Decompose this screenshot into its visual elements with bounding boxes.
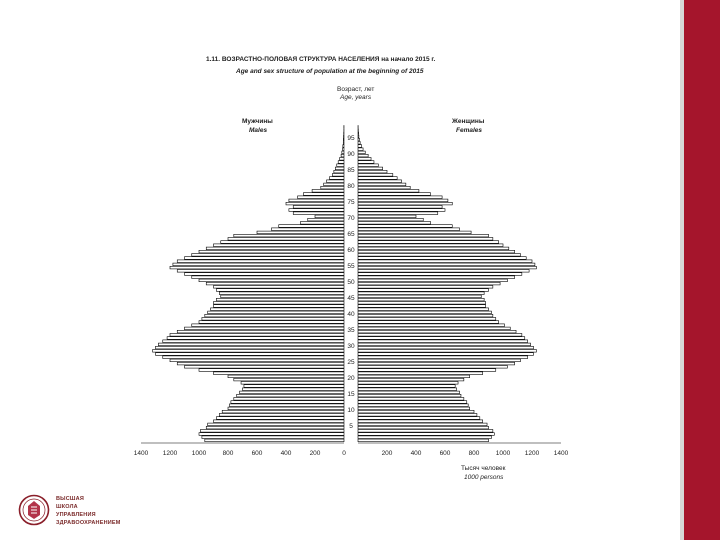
female-bar-age-94 [358, 138, 359, 141]
female-bar-age-95 [358, 135, 359, 138]
male-bar-age-43 [214, 302, 345, 305]
age-tick-label: 85 [347, 167, 355, 175]
age-tick-label: 30 [347, 343, 355, 351]
female-bar-age-79 [358, 186, 410, 189]
female-bar-age-34 [358, 330, 516, 333]
x-tick-label: 600 [439, 450, 451, 457]
male-bar-age-10 [228, 407, 344, 410]
male-bar-age-33 [170, 334, 344, 337]
male-bar-age-56 [177, 260, 344, 263]
male-bar-age-52 [185, 273, 345, 276]
male-bar-age-0 [205, 439, 344, 442]
logo-text-line-1: ВЫСШАЯ [56, 496, 84, 502]
male-bar-age-81 [327, 180, 344, 183]
female-bar-age-76 [358, 196, 442, 199]
female-bar-age-59 [358, 250, 515, 253]
female-bar-age-64 [358, 234, 489, 237]
female-bar-age-39 [358, 314, 493, 317]
male-bar-age-5 [208, 423, 344, 426]
male-bar-age-8 [219, 414, 344, 417]
male-bar-age-84 [334, 170, 344, 173]
female-bar-age-65 [358, 231, 471, 234]
female-bar-age-80 [358, 183, 406, 186]
female-bar-age-73 [358, 206, 442, 209]
male-bar-age-4 [206, 426, 344, 429]
x-tick-label: 600 [251, 450, 263, 457]
male-bar-age-15 [240, 391, 344, 394]
x-axis [134, 443, 569, 457]
female-bar-age-8 [358, 414, 477, 417]
female-bar-age-90 [358, 151, 365, 154]
female-bar-age-38 [358, 318, 496, 321]
male-bar-age-90 [342, 151, 344, 154]
age-tick-label: 15 [347, 391, 355, 399]
age-tick-label: 35 [347, 327, 355, 335]
female-bar-age-48 [358, 286, 493, 289]
female-bar-age-26 [358, 356, 528, 359]
female-bar-age-82 [358, 177, 397, 180]
female-bar-age-22 [358, 369, 496, 372]
male-bar-age-94 [343, 138, 344, 141]
age-tick-label: 90 [347, 151, 355, 159]
male-bar-age-28 [153, 350, 344, 353]
male-bar-age-93 [343, 142, 344, 145]
female-bar-age-74 [358, 202, 452, 205]
age-tick-label: 50 [347, 279, 355, 287]
female-bar-age-72 [358, 209, 445, 212]
female-bar-age-17 [358, 385, 455, 388]
female-bar-age-44 [358, 298, 484, 301]
age-tick-label: 45 [347, 295, 355, 303]
female-bar-age-87 [358, 161, 374, 164]
age-tick-label: 25 [347, 359, 355, 367]
female-bar-age-5 [358, 423, 487, 426]
male-bar-age-14 [237, 394, 344, 397]
female-bar-age-71 [358, 212, 438, 215]
male-bar-age-92 [343, 145, 344, 148]
age-tick-label: 20 [347, 375, 355, 383]
x-tick-label: 800 [468, 450, 480, 457]
female-bar-age-69 [358, 218, 423, 221]
female-bar-age-37 [358, 321, 499, 324]
male-bar-age-11 [229, 404, 344, 407]
female-bar-age-10 [358, 407, 470, 410]
male-bars [153, 126, 344, 442]
female-bar-age-36 [358, 324, 504, 327]
male-bar-age-1 [202, 436, 344, 439]
female-bar-age-1 [358, 436, 491, 439]
x-tick-label: 400 [280, 450, 292, 457]
male-bar-age-26 [163, 356, 344, 359]
age-tick-label: 65 [347, 231, 355, 239]
male-bar-age-46 [219, 292, 344, 295]
male-bar-age-74 [286, 202, 344, 205]
male-bar-age-38 [202, 318, 344, 321]
female-bar-age-3 [358, 430, 493, 433]
male-bar-age-76 [298, 196, 344, 199]
male-bar-age-83 [332, 174, 344, 177]
male-bar-age-70 [315, 215, 344, 218]
female-bar-age-0 [358, 439, 489, 442]
female-bar-age-91 [358, 148, 363, 151]
x-tick-label: 1200 [162, 450, 178, 457]
female-bar-age-57 [358, 257, 526, 260]
female-bar-age-81 [358, 180, 402, 183]
male-bar-age-41 [211, 308, 344, 311]
male-bar-age-17 [244, 385, 344, 388]
age-label-en: Age, years [340, 94, 372, 101]
female-bar-age-89 [358, 154, 368, 157]
male-bar-age-69 [308, 218, 344, 221]
female-bar-age-33 [358, 334, 522, 337]
female-bar-age-14 [358, 394, 461, 397]
female-bar-age-60 [358, 247, 509, 250]
female-bar-age-56 [358, 260, 532, 263]
female-bar-age-77 [358, 193, 431, 196]
female-bar-age-52 [358, 273, 522, 276]
female-bar-age-4 [358, 426, 489, 429]
female-bar-age-32 [358, 337, 525, 340]
age-label-ru: Возраст, лет [337, 86, 375, 93]
female-bar-age-42 [358, 305, 486, 308]
female-bar-age-54 [358, 266, 536, 269]
female-bar-age-20 [358, 375, 470, 378]
females-label-ru: Женщины [452, 118, 485, 125]
male-bar-age-65 [257, 231, 344, 234]
male-bar-age-24 [177, 362, 344, 365]
male-bar-age-79 [321, 186, 344, 189]
female-bar-age-70 [358, 215, 416, 218]
female-bar-age-13 [358, 398, 464, 401]
male-bar-age-13 [234, 398, 344, 401]
male-bar-age-77 [303, 193, 344, 196]
female-bar-age-27 [358, 353, 533, 356]
female-bar-age-53 [358, 270, 529, 273]
male-bar-age-82 [330, 177, 345, 180]
female-bar-age-96 [358, 132, 359, 135]
male-bar-age-86 [337, 164, 344, 167]
logo-text-line-4: ЗДРАВООХРАНЕНИЕМ [56, 520, 121, 526]
female-bar-age-6 [358, 420, 483, 423]
male-bar-age-42 [214, 305, 345, 308]
female-bar-age-45 [358, 295, 481, 298]
male-bar-age-32 [167, 337, 344, 340]
age-tick-label: 10 [347, 407, 355, 415]
female-bar-age-12 [358, 401, 467, 404]
age-tick-label: 80 [347, 183, 355, 191]
male-bar-age-88 [340, 158, 344, 161]
female-bar-age-93 [358, 142, 360, 145]
x-tick-label: 0 [342, 450, 346, 457]
male-bar-age-80 [324, 183, 344, 186]
age-tick-label: 75 [347, 199, 355, 207]
males-label-ru: Мужчины [242, 118, 273, 125]
female-bar-age-50 [358, 279, 507, 282]
male-bar-age-22 [199, 369, 344, 372]
male-bar-age-7 [216, 417, 344, 420]
female-bar-age-75 [358, 199, 448, 202]
female-bar-age-61 [358, 244, 503, 247]
x-tick-label: 1400 [553, 450, 569, 457]
female-bar-age-62 [358, 241, 499, 244]
x-tick-label: 1400 [133, 450, 149, 457]
male-bar-age-50 [199, 279, 344, 282]
male-bar-age-47 [216, 289, 344, 292]
male-bar-age-6 [214, 420, 345, 423]
male-bar-age-49 [206, 282, 344, 285]
male-bar-age-55 [173, 263, 344, 266]
logo-text-line-2: ШКОЛА [56, 504, 78, 510]
male-bar-age-30 [158, 343, 344, 346]
x-tick-label: 1000 [495, 450, 511, 457]
male-bar-age-59 [199, 250, 344, 253]
age-axis [347, 135, 355, 430]
male-bar-age-85 [335, 167, 344, 170]
female-bar-age-67 [358, 225, 452, 228]
male-bar-age-61 [214, 244, 345, 247]
male-bar-age-36 [192, 324, 344, 327]
male-bar-age-54 [170, 266, 344, 269]
male-bar-age-9 [222, 410, 344, 413]
male-bar-age-23 [185, 366, 345, 369]
males-label-en: Males [249, 127, 268, 134]
male-bar-age-12 [231, 401, 344, 404]
female-bar-age-43 [358, 302, 486, 305]
age-tick-label: 5 [349, 423, 353, 431]
male-bar-age-78 [312, 190, 344, 193]
female-bar-age-24 [358, 362, 515, 365]
male-bar-age-39 [205, 314, 344, 317]
female-bar-age-23 [358, 366, 507, 369]
school-emblem-icon [18, 494, 50, 526]
female-bar-age-51 [358, 276, 515, 279]
male-bar-age-53 [177, 270, 344, 273]
male-bar-age-27 [156, 353, 345, 356]
female-bars [358, 126, 536, 442]
female-bar-age-9 [358, 410, 474, 413]
male-bar-age-44 [216, 298, 344, 301]
female-bar-age-84 [358, 170, 387, 173]
male-bar-age-89 [341, 154, 344, 157]
age-tick-label: 95 [347, 135, 355, 143]
x-tick-label: 800 [222, 450, 234, 457]
female-bar-age-28 [358, 350, 536, 353]
male-bar-age-72 [289, 209, 344, 212]
female-bar-age-88 [358, 158, 371, 161]
male-bar-age-19 [234, 378, 344, 381]
male-bar-age-21 [214, 372, 345, 375]
male-bar-age-73 [293, 206, 344, 209]
male-bar-age-37 [199, 321, 344, 324]
age-tick-label: 55 [347, 263, 355, 271]
female-bar-age-63 [358, 238, 493, 241]
male-bar-age-34 [177, 330, 344, 333]
chart-title-ru: 1.11. ВОЗРАСТНО-ПОЛОВАЯ СТРУКТУРА НАСЕЛЕНИЯ на начало 2015 г. [206, 56, 436, 63]
female-bar-age-19 [358, 378, 464, 381]
unit-label-en: 1000 persons [464, 474, 504, 481]
male-bar-age-87 [338, 161, 344, 164]
female-bar-age-66 [358, 228, 460, 231]
female-bar-age-2 [358, 433, 494, 436]
male-bar-age-20 [228, 375, 344, 378]
female-bar-age-31 [358, 340, 528, 343]
female-bar-age-25 [358, 359, 520, 362]
female-bar-age-86 [358, 164, 378, 167]
male-bar-age-71 [293, 212, 344, 215]
female-bar-age-85 [358, 167, 383, 170]
female-bar-age-16 [358, 388, 457, 391]
female-bar-age-15 [358, 391, 460, 394]
female-bar-age-30 [358, 343, 531, 346]
male-bar-age-75 [289, 199, 344, 202]
female-bar-age-21 [358, 372, 483, 375]
logo-text-line-3: УПРАВЛЕНИЯ [56, 512, 96, 518]
chart-title-en: Age and sex structure of population at the beginning of 2015 [236, 68, 424, 75]
male-bar-age-25 [170, 359, 344, 362]
male-bar-age-16 [243, 388, 345, 391]
male-bar-age-58 [192, 254, 344, 257]
male-bar-age-67 [279, 225, 344, 228]
females-label-en: Females [456, 127, 483, 134]
male-bar-age-45 [221, 295, 344, 298]
female-bar-age-47 [358, 289, 489, 292]
male-bar-age-66 [272, 228, 345, 231]
female-bar-age-7 [358, 417, 480, 420]
female-bar-age-40 [358, 311, 491, 314]
male-bar-age-2 [199, 433, 344, 436]
male-bar-age-62 [221, 241, 344, 244]
female-bar-age-78 [358, 190, 419, 193]
male-bar-age-64 [234, 234, 344, 237]
age-tick-label: 70 [347, 215, 355, 223]
age-tick-label: 40 [347, 311, 355, 319]
male-bar-age-51 [192, 276, 344, 279]
male-bar-age-60 [206, 247, 344, 250]
male-bar-age-63 [228, 238, 344, 241]
female-bar-age-55 [358, 263, 535, 266]
male-bar-age-57 [185, 257, 345, 260]
male-bar-age-68 [301, 222, 345, 225]
age-tick-label: 60 [347, 247, 355, 255]
x-tick-label: 200 [381, 450, 393, 457]
female-bar-age-41 [358, 308, 489, 311]
female-bar-age-83 [358, 174, 393, 177]
x-tick-label: 1000 [191, 450, 207, 457]
female-bar-age-58 [358, 254, 520, 257]
male-bar-age-35 [185, 327, 345, 330]
female-bar-age-35 [358, 327, 510, 330]
male-bar-age-91 [343, 148, 344, 151]
male-bar-age-29 [156, 346, 345, 349]
male-bar-age-40 [208, 311, 344, 314]
male-bar-age-31 [163, 340, 344, 343]
x-tick-label: 1200 [524, 450, 540, 457]
unit-label-ru: Тысяч человек [461, 465, 506, 472]
female-bar-age-11 [358, 404, 468, 407]
male-bar-age-48 [214, 286, 345, 289]
female-bar-age-18 [358, 382, 458, 385]
female-bar-age-68 [358, 222, 431, 225]
x-tick-label: 400 [410, 450, 422, 457]
male-bar-age-18 [241, 382, 344, 385]
female-bar-age-29 [358, 346, 533, 349]
female-bar-age-92 [358, 145, 362, 148]
male-bar-age-3 [200, 430, 344, 433]
female-bar-age-46 [358, 292, 484, 295]
female-bar-age-49 [358, 282, 500, 285]
x-tick-label: 200 [309, 450, 321, 457]
